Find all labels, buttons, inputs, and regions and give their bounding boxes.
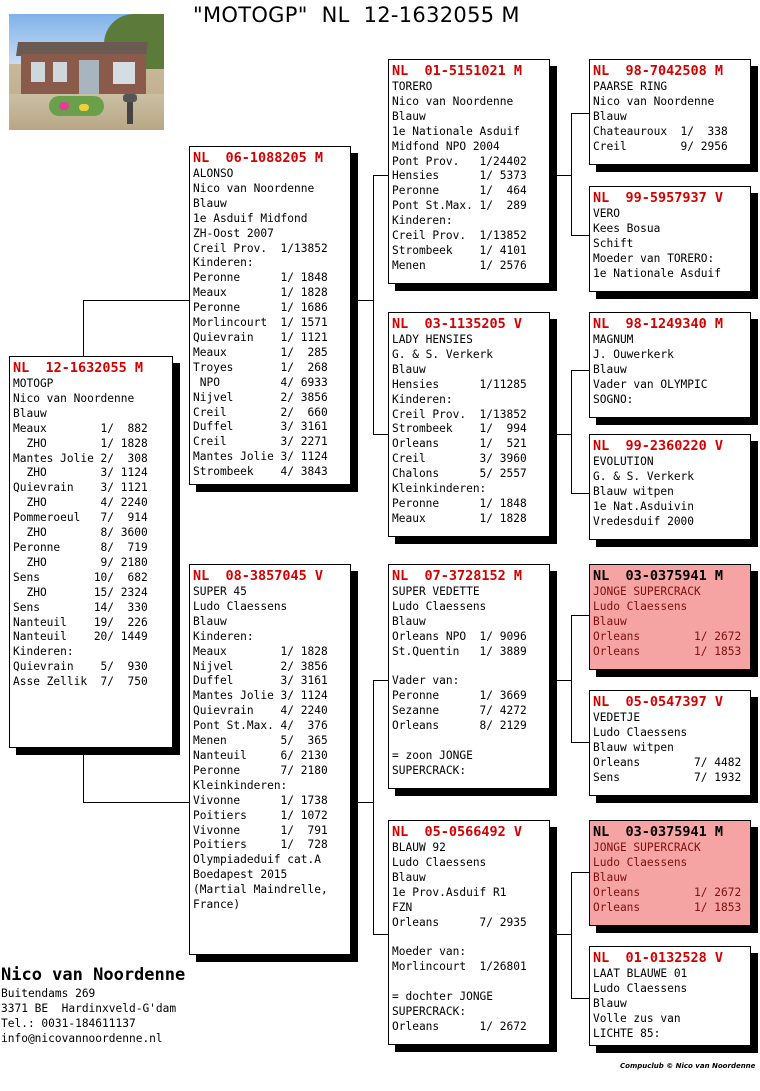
pigeon-card-mm (388, 820, 550, 1045)
detail-line: Meaux 1/ 1828 (193, 286, 328, 300)
detail-line: Blauw (593, 109, 627, 123)
connector-line (351, 802, 374, 803)
detail-line: Kinderen: (193, 629, 254, 643)
pigeon-card-fff (589, 59, 751, 165)
pigeon-details (593, 841, 747, 916)
pigeon-details (593, 711, 747, 786)
connector-line (571, 370, 589, 371)
detail-line: Pont Prov. 1/24402 (392, 154, 527, 168)
detail-line: Nanteuil 19/ 226 (13, 615, 148, 629)
ring-number: NL 05-0566492 V (392, 824, 523, 840)
detail-line: 1e Prov.Asduif R1 (392, 885, 507, 899)
detail-line: Schift (593, 236, 634, 250)
connector-line (373, 680, 389, 681)
detail-line: Creil Prov. 1/13852 (392, 407, 527, 421)
detail-line: Moeder van TORERO: (593, 251, 715, 265)
connector-line (571, 615, 572, 743)
pigeon-card-fm (388, 312, 550, 537)
connector-line (571, 998, 589, 999)
detail-line: ZH-Oost 2007 (193, 226, 274, 240)
detail-line: Orleans 7/ 2935 (392, 915, 527, 929)
connector-line (550, 175, 572, 176)
detail-line: Mantes Jolie 3/ 1124 (193, 450, 328, 464)
detail-line: Pont St.Max. 1/ 289 (392, 199, 527, 213)
detail-line: Pommeroeul 7/ 914 (13, 511, 148, 525)
detail-line: Nijvel 2/ 3856 (193, 390, 328, 404)
detail-line: ZHO 4/ 2240 (13, 496, 148, 510)
detail-line: MOTOGP (13, 377, 54, 390)
detail-line: JONGE SUPERCRACK (593, 841, 701, 854)
connector-line (83, 746, 84, 803)
detail-line: Strombeek 1/ 4101 (392, 243, 527, 257)
detail-line: VEDETJE (593, 711, 641, 724)
detail-line: 1e Nat.Asduivin (593, 499, 695, 513)
detail-line: 1e Nationale Asduif (392, 124, 520, 138)
detail-line: Blauw witpen (593, 484, 674, 498)
detail-line: MAGNUM (593, 333, 634, 346)
detail-line: Kleinkinderen: (193, 778, 288, 792)
connector-line (373, 175, 374, 435)
detail-line: = zoon JONGE (392, 748, 473, 762)
ring-number: NL 06-1088205 M (193, 150, 324, 166)
detail-line: ZHO 3/ 1124 (13, 466, 148, 480)
ring-number: NL 08-3857045 V (193, 568, 324, 584)
pigeon-details (392, 841, 546, 1035)
detail-line: Duffel 3/ 3161 (193, 420, 328, 434)
detail-line: Hensies 1/11285 (392, 377, 527, 391)
detail-line: G. & S. Verkerk (593, 469, 695, 483)
connector-line (571, 872, 589, 873)
detail-line: LICHTE 85: (593, 1026, 661, 1040)
detail-line: Creil 3/ 3960 (392, 452, 527, 466)
detail-line: Orleans 1/ 521 (392, 437, 527, 451)
detail-line: TORERO (392, 80, 433, 93)
connector-line (373, 175, 389, 176)
detail-line: Chalons 5/ 2557 (392, 467, 527, 481)
connector-line (571, 872, 572, 999)
pigeon-details (593, 80, 747, 155)
detail-line: Sens 14/ 330 (13, 600, 148, 614)
detail-line: Ludo Claessens (593, 725, 688, 739)
pigeon-card-fmf (589, 312, 751, 418)
detail-line: France) (193, 898, 241, 912)
detail-line: Orleans 1/ 2672 (593, 629, 742, 643)
detail-line: Orleans 1/ 2672 (593, 885, 742, 899)
detail-line: Quievrain 3/ 1121 (13, 481, 148, 495)
detail-line: Blauw (593, 996, 627, 1010)
detail-line: Olympiadeduif cat.A (193, 853, 321, 867)
detail-line: St.Quentin 1/ 3889 (392, 644, 527, 658)
detail-line: Morlincourt 1/ 1571 (193, 316, 328, 330)
detail-line: Strombeek 1/ 994 (392, 422, 527, 436)
ring-number: NL 05-0547397 V (593, 694, 724, 710)
detail-line: Vader van: (392, 674, 460, 688)
connector-line (83, 802, 190, 803)
detail-line: FZN (392, 900, 413, 914)
detail-line: Vivonne 1/ 1738 (193, 793, 328, 807)
detail-line: NPO 4/ 6933 (193, 375, 328, 389)
connector-line (550, 934, 572, 935)
pigeon-details (13, 377, 169, 690)
detail-line: Orleans 1/ 2672 (392, 1019, 527, 1033)
pigeon-card-subject (9, 356, 173, 748)
detail-line: Vader van OLYMPIC (593, 377, 708, 391)
detail-line: Meaux 1/ 285 (193, 345, 328, 359)
detail-line: Boedapest 2015 (193, 868, 288, 882)
ring-number: NL 98-1249340 M (593, 316, 724, 332)
ring-number: NL 99-2360220 V (593, 438, 724, 454)
connector-line (83, 300, 84, 358)
detail-line: Blauw (392, 109, 426, 123)
detail-line (392, 660, 546, 675)
owner-name: Nico van Noordenne (1, 965, 186, 985)
detail-line: Peronne 1/ 464 (392, 184, 527, 198)
pigeon-card-mf (388, 564, 550, 789)
ring-number: NL 03-1135205 V (392, 316, 523, 332)
address-line: Buitendams 269 (1, 987, 96, 1000)
ring-number: NL 07-3728152 M (392, 568, 523, 584)
connector-line (571, 235, 589, 236)
detail-line: 1e Nationale Asduif (593, 266, 721, 280)
pigeon-card-ff (388, 59, 550, 284)
address-line: 3371 BE Hardinxveld-G'dam (1, 1002, 177, 1015)
connector-line (373, 934, 389, 935)
detail-line: Blauw (392, 362, 426, 376)
detail-line: Creil 9/ 2956 (593, 139, 728, 153)
connector-line (373, 434, 389, 435)
pigeon-details (392, 585, 546, 779)
detail-line: Kinderen: (13, 645, 74, 659)
detail-line: SUPER VEDETTE (392, 585, 480, 598)
detail-line: Ludo Claessens (593, 981, 688, 995)
detail-line: Ludo Claessens (593, 855, 688, 869)
detail-line: Nico van Noordenne (392, 94, 514, 108)
address-line: Tel.: 0031-184611137 (1, 1017, 136, 1030)
detail-line: Quievrain 5/ 930 (13, 660, 148, 674)
detail-line: SOGNO: (593, 392, 634, 406)
pigeon-details (193, 585, 347, 913)
detail-line: Ludo Claessens (392, 599, 487, 613)
pigeon-details (593, 967, 747, 1042)
detail-line: Quievrain 4/ 2240 (193, 704, 328, 718)
owner-block (1, 964, 185, 1046)
connector-line (571, 742, 589, 743)
detail-line: 1e Asduif Midfond (193, 211, 308, 225)
detail-line: SUPERCRACK: (392, 763, 467, 777)
detail-line: Moeder van: (392, 945, 467, 959)
pigeon-card-mmm (589, 946, 751, 1046)
detail-line: Sens 7/ 1932 (593, 770, 742, 784)
detail-line: Creil Prov. 1/13852 (193, 241, 328, 255)
pigeon-details (193, 167, 347, 480)
detail-line: Meaux 1/ 1828 (392, 511, 527, 525)
detail-line: Menen 1/ 2576 (392, 258, 527, 272)
connector-line (571, 493, 589, 494)
detail-line (392, 930, 546, 945)
detail-line: Kinderen: (392, 392, 453, 406)
detail-line: Vivonne 1/ 791 (193, 823, 328, 837)
detail-line: Nanteuil 20/ 1449 (13, 630, 148, 644)
detail-line: Orleans 1/ 1853 (593, 644, 742, 658)
pigeon-details (593, 333, 747, 408)
detail-line: Quievrain 1/ 1121 (193, 330, 328, 344)
connector-line (550, 680, 572, 681)
email-link[interactable]: info@nicovannoordenne.nl (1, 1032, 163, 1045)
detail-line: Peronne 1/ 3669 (392, 689, 527, 703)
detail-line: Blauw (193, 614, 227, 628)
detail-line: Peronne 1/ 1686 (193, 301, 328, 315)
detail-line: Nijvel 2/ 3856 (193, 659, 328, 673)
detail-line: Ludo Claessens (593, 599, 688, 613)
detail-line: Chateauroux 1/ 338 (593, 124, 728, 138)
loft-photo (9, 14, 164, 130)
pigeon-details (593, 455, 747, 530)
detail-line: Orleans 1/ 1853 (593, 900, 742, 914)
detail-line: Creil 3/ 2271 (193, 435, 328, 449)
detail-line: Mantes Jolie 3/ 1124 (193, 689, 328, 703)
detail-line: Pont St.Max. 4/ 376 (193, 719, 328, 733)
detail-line: Menen 5/ 365 (193, 734, 328, 748)
detail-line: G. & S. Verkerk (392, 347, 494, 361)
detail-line: Nico van Noordenne (13, 391, 135, 405)
detail-line: Troyes 1/ 268 (193, 360, 328, 374)
detail-line: Kinderen: (193, 256, 254, 270)
detail-line: Orleans 8/ 2129 (392, 719, 527, 733)
connector-line (571, 370, 572, 494)
detail-line: Meaux 1/ 1828 (193, 644, 328, 658)
detail-line: Poitiers 1/ 1072 (193, 808, 328, 822)
detail-line: Creil Prov. 1/13852 (392, 229, 527, 243)
detail-line: VERO (593, 207, 620, 220)
pigeon-card-father (189, 146, 351, 485)
detail-line: Nanteuil 6/ 2130 (193, 748, 328, 762)
page-title: "MOTOGP" NL 12-1632055 M (193, 3, 520, 27)
detail-line: J. Ouwerkerk (593, 347, 674, 361)
connector-line (571, 615, 589, 616)
detail-line: (Martial Maindrelle, (193, 883, 328, 897)
detail-line: LAAT BLAUWE 01 (593, 967, 688, 980)
owner-address (1, 986, 185, 1046)
detail-line: SUPERCRACK: (392, 1004, 467, 1018)
pigeon-card-ffm (589, 186, 751, 292)
detail-line: Peronne 1/ 1848 (193, 271, 328, 285)
detail-line: Blauw (392, 870, 426, 884)
pigeon-details (392, 80, 546, 274)
pigeon-card-mfm (589, 690, 751, 796)
detail-line: EVOLUTION (593, 455, 654, 468)
ring-number: NL 12-1632055 M (13, 360, 144, 376)
detail-line: Blauw (13, 406, 47, 420)
detail-line: ZHO 8/ 3600 (13, 526, 148, 540)
detail-line: Poitiers 1/ 728 (193, 838, 328, 852)
detail-line: Orleans NPO 1/ 9096 (392, 629, 527, 643)
detail-line: Midfond NPO 2004 (392, 139, 500, 153)
detail-line: Kees Bosua (593, 221, 661, 235)
detail-line: Ludo Claessens (193, 599, 288, 613)
detail-line: ZHO 9/ 2180 (13, 555, 148, 569)
detail-line: PAARSE RING (593, 80, 668, 93)
detail-line: ALONSO (193, 167, 234, 180)
ring-number: NL 03-0375941 M (593, 568, 724, 584)
pigeon-card-mmf (589, 820, 751, 926)
detail-line: Nico van Noordenne (193, 181, 315, 195)
pigeon-card-mother (189, 564, 351, 955)
detail-line: Strombeek 4/ 3843 (193, 465, 328, 479)
pigeon-details (593, 585, 747, 660)
detail-line (392, 734, 546, 749)
detail-line: BLAUW 92 (392, 841, 446, 854)
detail-line: Creil 2/ 660 (193, 405, 328, 419)
ring-number: NL 01-5151021 M (392, 63, 523, 79)
connector-line (83, 300, 190, 301)
detail-line: Peronne 7/ 2180 (193, 763, 328, 777)
detail-line: Blauw (193, 196, 227, 210)
detail-line: Peronne 8/ 719 (13, 540, 148, 554)
detail-line: Duffel 3/ 3161 (193, 674, 328, 688)
detail-line: Vredesduif 2000 (593, 514, 695, 528)
credit-text: Compuclub © Nico van Noordenne (620, 1062, 756, 1070)
pigeon-card-mff (589, 564, 751, 670)
detail-line: SUPER 45 (193, 585, 247, 598)
detail-line: Kleinkinderen: (392, 482, 487, 496)
detail-line: ZHO 15/ 2324 (13, 585, 148, 599)
detail-line: Meaux 1/ 882 (13, 421, 148, 435)
detail-line: Morlincourt 1/26801 (392, 960, 527, 974)
connector-line (571, 113, 572, 236)
detail-line: Nico van Noordenne (593, 94, 715, 108)
detail-line: Blauw witpen (593, 740, 674, 754)
connector-line (351, 300, 374, 301)
ring-number: NL 98-7042508 M (593, 63, 724, 79)
detail-line (392, 975, 546, 990)
ring-number: NL 01-0132528 V (593, 950, 724, 966)
connector-line (373, 680, 374, 935)
detail-line: Volle zus van (593, 1011, 681, 1025)
detail-line: Blauw (392, 614, 426, 628)
connector-line (571, 113, 589, 114)
detail-line: Blauw (593, 614, 627, 628)
pigeon-details (593, 207, 747, 282)
connector-line (550, 434, 572, 435)
detail-line: ZHO 1/ 1828 (13, 436, 148, 450)
detail-line: Sens 10/ 682 (13, 570, 148, 584)
pigeon-details (392, 333, 546, 527)
detail-line: Peronne 1/ 1848 (392, 496, 527, 510)
detail-line: = dochter JONGE (392, 990, 494, 1004)
detail-line: Orleans 7/ 4482 (593, 755, 742, 769)
ring-number: NL 99-5957937 V (593, 190, 724, 206)
detail-line: Sezanne 7/ 4272 (392, 704, 527, 718)
detail-line: Blauw (593, 870, 627, 884)
detail-line: Kinderen: (392, 214, 453, 228)
detail-line: Asse Zellik 7/ 750 (13, 675, 148, 689)
detail-line: Ludo Claessens (392, 855, 487, 869)
detail-line: Mantes Jolie 2/ 308 (13, 451, 148, 465)
detail-line: JONGE SUPERCRACK (593, 585, 701, 598)
pigeon-card-fmm (589, 434, 751, 540)
detail-line: Hensies 1/ 5373 (392, 169, 527, 183)
detail-line: Blauw (593, 362, 627, 376)
detail-line: LADY HENSIES (392, 333, 473, 346)
ring-number: NL 03-0375941 M (593, 824, 724, 840)
